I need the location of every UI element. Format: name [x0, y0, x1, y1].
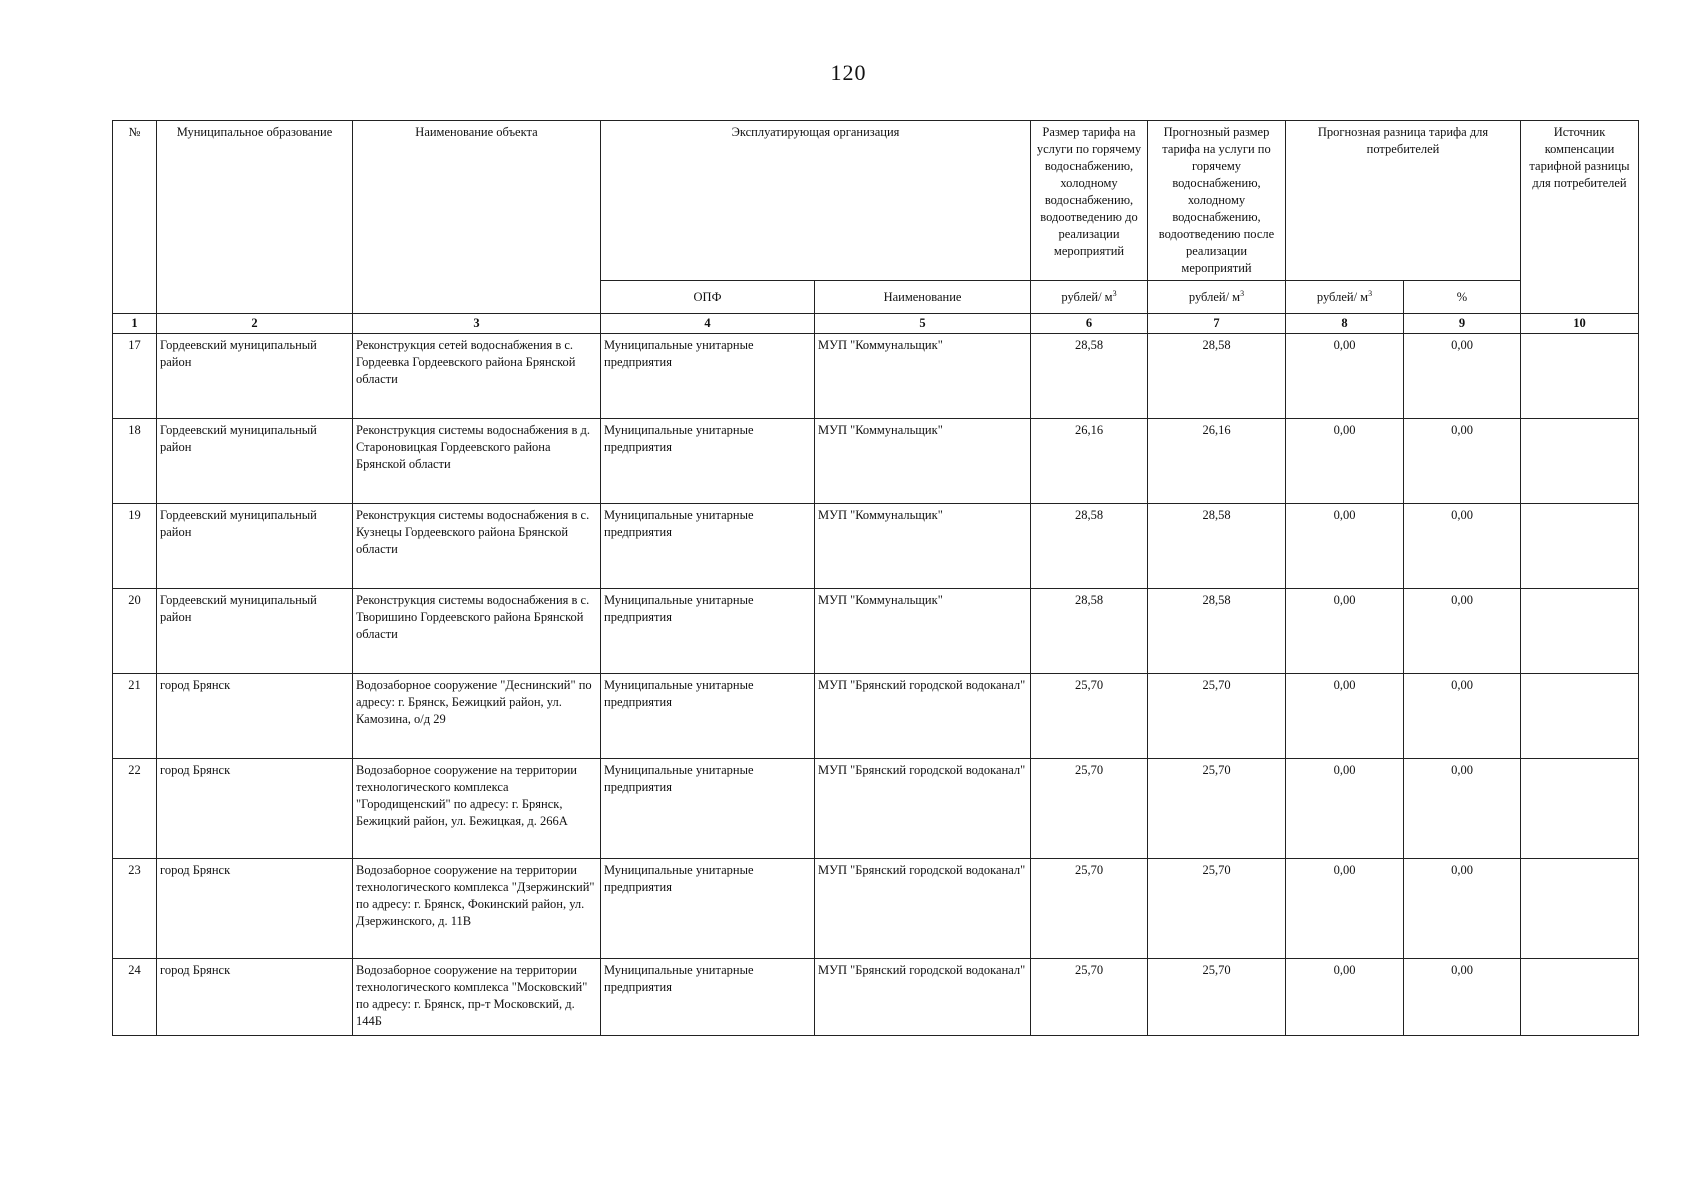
- row-number: 17: [113, 334, 157, 419]
- source-cell: [1521, 759, 1639, 859]
- diff-pct-cell: 0,00: [1404, 589, 1521, 674]
- object-cell: Водозаборное сооружение "Деснинский" по адресу: г. Брянск, Бежицкий район, ул. Камозина, о/д 29: [353, 674, 601, 759]
- org-cell: МУП "Коммунальщик": [815, 589, 1031, 674]
- table-row: [113, 959, 1639, 1036]
- header-object-name: Наименование объекта: [353, 121, 601, 314]
- diff-rub-cell: 0,00: [1286, 589, 1404, 674]
- unit-superscript: 3: [1112, 288, 1117, 298]
- diff-pct-cell: 0,00: [1404, 504, 1521, 589]
- opf-cell: Муниципальные унитарные предприятия: [601, 959, 815, 1036]
- org-cell: МУП "Брянский городской водоканал": [815, 759, 1031, 859]
- opf-cell: Муниципальные унитарные предприятия: [601, 859, 815, 959]
- org-cell: МУП "Брянский городской водоканал": [815, 959, 1031, 1036]
- header-municipality: Муниципальное образование: [157, 121, 353, 314]
- unit-label: рублей/ м: [1316, 289, 1369, 304]
- diff-pct-cell: 0,00: [1404, 419, 1521, 504]
- header-unit-forecast: [1148, 281, 1286, 314]
- diff-rub-cell: 0,00: [1286, 674, 1404, 759]
- header-unit-diff: [1286, 281, 1404, 314]
- column-number: 5: [815, 314, 1031, 334]
- table-row: [113, 504, 1639, 589]
- unit-superscript: 3: [1368, 288, 1373, 298]
- object-cell: Водозаборное сооружение на территории технологического комплекса "Городищенский" по адресу: г. Брянск, Бежицкий район, ул. Бежицкая, д. 266А: [353, 759, 601, 859]
- forecast-cell: 28,58: [1148, 504, 1286, 589]
- tariff-table: [112, 120, 1639, 1036]
- header-org-name: Наименование: [815, 281, 1031, 314]
- org-cell: МУП "Коммунальщик": [815, 504, 1031, 589]
- header-opf: ОПФ: [601, 281, 815, 314]
- org-cell: МУП "Брянский городской водоканал": [815, 674, 1031, 759]
- forecast-cell: 25,70: [1148, 959, 1286, 1036]
- column-number: 4: [601, 314, 815, 334]
- diff-pct-cell: 0,00: [1404, 334, 1521, 419]
- municipality-cell: город Брянск: [157, 759, 353, 859]
- table-row: [113, 419, 1639, 504]
- tariff-cell: 25,70: [1031, 959, 1148, 1036]
- table-row: [113, 334, 1639, 419]
- forecast-cell: 25,70: [1148, 859, 1286, 959]
- row-number: 22: [113, 759, 157, 859]
- table-row: [113, 674, 1639, 759]
- diff-pct-cell: 0,00: [1404, 759, 1521, 859]
- header-no: №: [113, 121, 157, 314]
- municipality-cell: Гордеевский муниципальный район: [157, 334, 353, 419]
- org-cell: МУП "Коммунальщик": [815, 419, 1031, 504]
- opf-cell: Муниципальные унитарные предприятия: [601, 334, 815, 419]
- source-cell: [1521, 504, 1639, 589]
- column-number: 3: [353, 314, 601, 334]
- object-cell: Реконструкция системы водоснабжения в д. Староновицкая Гордеевского района Брянской области: [353, 419, 601, 504]
- municipality-cell: Гордеевский муниципальный район: [157, 419, 353, 504]
- source-cell: [1521, 419, 1639, 504]
- object-cell: Водозаборное сооружение на территории технологического комплекса "Дзержинский" по адресу: г. Брянск, Фокинский район, ул. Дзержинского, д. 11В: [353, 859, 601, 959]
- source-cell: [1521, 959, 1639, 1036]
- column-number: 8: [1286, 314, 1404, 334]
- municipality-cell: Гордеевский муниципальный район: [157, 589, 353, 674]
- tariff-cell: 28,58: [1031, 334, 1148, 419]
- municipality-cell: Гордеевский муниципальный район: [157, 504, 353, 589]
- object-cell: Реконструкция системы водоснабжения в с. Кузнецы Гордеевского района Брянской области: [353, 504, 601, 589]
- opf-cell: Муниципальные унитарные предприятия: [601, 759, 815, 859]
- page-number: 120: [830, 60, 867, 85]
- source-cell: [1521, 674, 1639, 759]
- object-cell: Водозаборное сооружение на территории технологического комплекса "Московский" по адресу: г. Брянск, пр-т Московский, д. 144Б: [353, 959, 601, 1036]
- diff-pct-cell: 0,00: [1404, 959, 1521, 1036]
- opf-cell: Муниципальные унитарные предприятия: [601, 504, 815, 589]
- tariff-cell: 25,70: [1031, 759, 1148, 859]
- forecast-cell: 25,70: [1148, 759, 1286, 859]
- diff-rub-cell: 0,00: [1286, 419, 1404, 504]
- column-number: 2: [157, 314, 353, 334]
- column-number: 7: [1148, 314, 1286, 334]
- source-cell: [1521, 589, 1639, 674]
- column-number: 9: [1404, 314, 1521, 334]
- diff-rub-cell: 0,00: [1286, 334, 1404, 419]
- column-number: 6: [1031, 314, 1148, 334]
- source-cell: [1521, 859, 1639, 959]
- header-operator: Эксплуатирующая организация: [601, 121, 1031, 281]
- org-cell: МУП "Брянский городской водоканал": [815, 859, 1031, 959]
- row-number: 18: [113, 419, 157, 504]
- diff-pct-cell: 0,00: [1404, 859, 1521, 959]
- municipality-cell: город Брянск: [157, 674, 353, 759]
- municipality-cell: город Брянск: [157, 959, 353, 1036]
- table-row: [113, 759, 1639, 859]
- header-unit-tariff: [1031, 281, 1148, 314]
- row-number: 21: [113, 674, 157, 759]
- header-unit-percent: %: [1404, 281, 1521, 314]
- table-row: [113, 859, 1639, 959]
- diff-rub-cell: 0,00: [1286, 759, 1404, 859]
- row-number: 24: [113, 959, 157, 1036]
- forecast-cell: 26,16: [1148, 419, 1286, 504]
- object-cell: Реконструкция системы водоснабжения в с. Творишино Гордеевского района Брянской области: [353, 589, 601, 674]
- diff-rub-cell: 0,00: [1286, 959, 1404, 1036]
- row-number: 20: [113, 589, 157, 674]
- forecast-cell: 28,58: [1148, 589, 1286, 674]
- column-number: 10: [1521, 314, 1639, 334]
- diff-rub-cell: 0,00: [1286, 859, 1404, 959]
- object-cell: Реконструкция сетей водоснабжения в с. Гордеевка Гордеевского района Брянской области: [353, 334, 601, 419]
- tariff-cell: 28,58: [1031, 504, 1148, 589]
- opf-cell: Муниципальные унитарные предприятия: [601, 674, 815, 759]
- unit-label: рублей/ м: [1188, 289, 1241, 304]
- municipality-cell: город Брянск: [157, 859, 353, 959]
- forecast-cell: 28,58: [1148, 334, 1286, 419]
- unit-label: рублей/ м: [1061, 289, 1113, 304]
- tariff-cell: 25,70: [1031, 859, 1148, 959]
- opf-cell: Муниципальные унитарные предприятия: [601, 419, 815, 504]
- header-diff-forecast: Прогнозная разница тарифа для потребителей: [1286, 121, 1521, 281]
- unit-superscript: 3: [1240, 288, 1245, 298]
- diff-rub-cell: 0,00: [1286, 504, 1404, 589]
- row-number: 19: [113, 504, 157, 589]
- row-number: 23: [113, 859, 157, 959]
- forecast-cell: 25,70: [1148, 674, 1286, 759]
- header-compensation-source: Источник компенсации тарифной разницы для потребителей: [1521, 121, 1639, 314]
- column-number: 1: [113, 314, 157, 334]
- tariff-cell: 28,58: [1031, 589, 1148, 674]
- org-cell: МУП "Коммунальщик": [815, 334, 1031, 419]
- tariff-cell: 25,70: [1031, 674, 1148, 759]
- header-tariff-before: Размер тарифа на услуги по горячему водоснабжению, холодному водоснабжению, водоотведению до реализации мероприятий: [1031, 121, 1148, 281]
- header-tariff-forecast: Прогнозный размер тарифа на услуги по горячему водоснабжению, холодному водоснабжению, водоотведению после реализации мероприятий: [1148, 121, 1286, 281]
- table-row: [113, 589, 1639, 674]
- source-cell: [1521, 334, 1639, 419]
- tariff-cell: 26,16: [1031, 419, 1148, 504]
- diff-pct-cell: 0,00: [1404, 674, 1521, 759]
- opf-cell: Муниципальные унитарные предприятия: [601, 589, 815, 674]
